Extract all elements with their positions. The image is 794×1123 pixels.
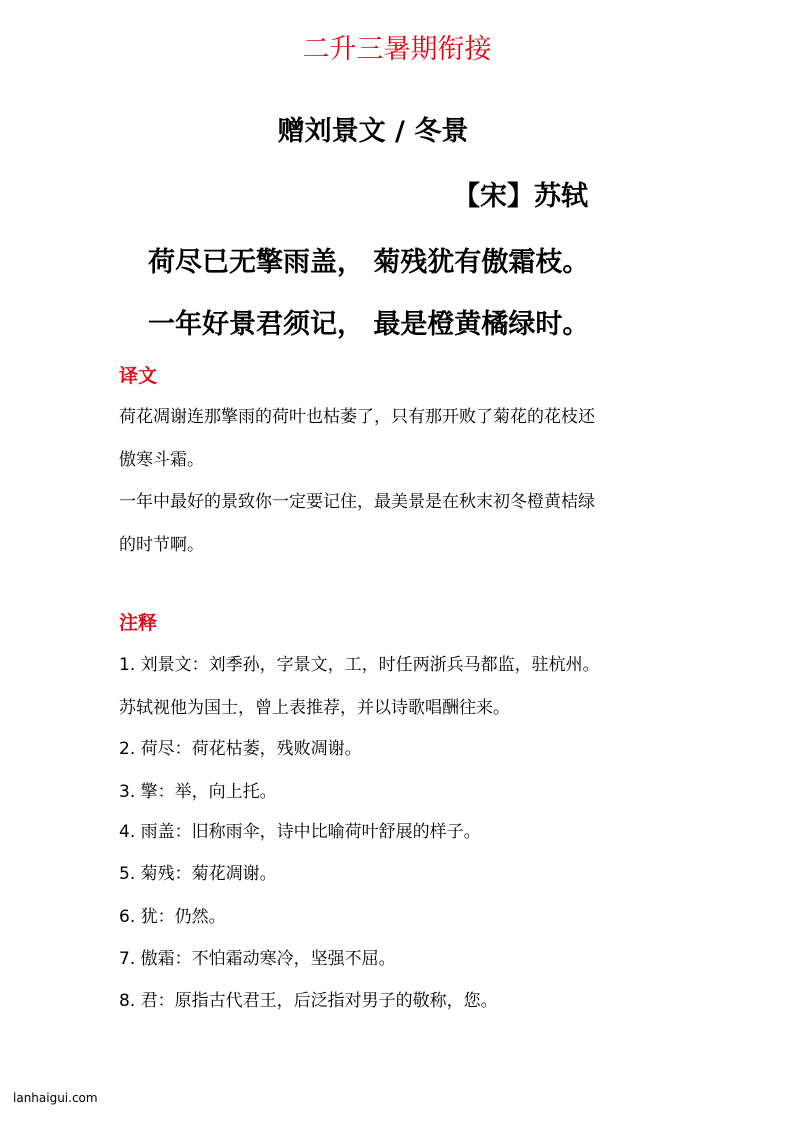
translation-heading: 译文 [119,365,158,387]
note-item: 5. 菊残：菊花凋谢。 [119,864,277,884]
translation-line: 一年中最好的景致你一定要记住，最美景是在秋末初冬橙黄桔绿 [119,492,595,512]
note-item: 6. 犹：仍然。 [119,907,226,927]
note-item: 4. 雨盖：旧称雨伞，诗中比喻荷叶舒展的样子。 [119,822,481,842]
notes-heading: 注释 [119,612,158,634]
poem-title: 赠刘景文 / 冬景 [277,116,469,147]
translation-line: 的时节啊。 [119,535,204,555]
note-item: 1. 刘景文：刘季孙，字景文，工，时任两浙兵马都监，驻杭州。 [119,655,600,675]
site-footer: lanhaigui.com [13,1091,98,1105]
note-item: 3. 擎：举，向上托。 [119,782,277,802]
poem-line: 荷尽已无擎雨盖， 菊残犹有傲霜枝。 [148,247,590,278]
translation-line: 荷花凋谢连那擎雨的荷叶也枯萎了，只有那开败了菊花的花枝还 [119,407,595,427]
poem-line: 一年好景君须记， 最是橙黄橘绿时。 [148,309,590,340]
note-item: 苏轼视他为国士，曾上表推荐，并以诗歌唱酬往来。 [119,698,510,718]
page-title: 二升三暑期衔接 [302,34,492,65]
note-item: 7. 傲霜：不怕霜动寒冷，坚强不屈。 [119,949,396,969]
note-item: 8. 君：原指古代君王，后泛指对男子的敬称，您。 [119,991,498,1011]
note-item: 2. 荷尽：荷花枯萎，残败凋谢。 [119,739,362,759]
translation-line: 傲寒斗霜。 [119,450,204,470]
poem-author: 【宋】苏轼 [453,181,588,212]
